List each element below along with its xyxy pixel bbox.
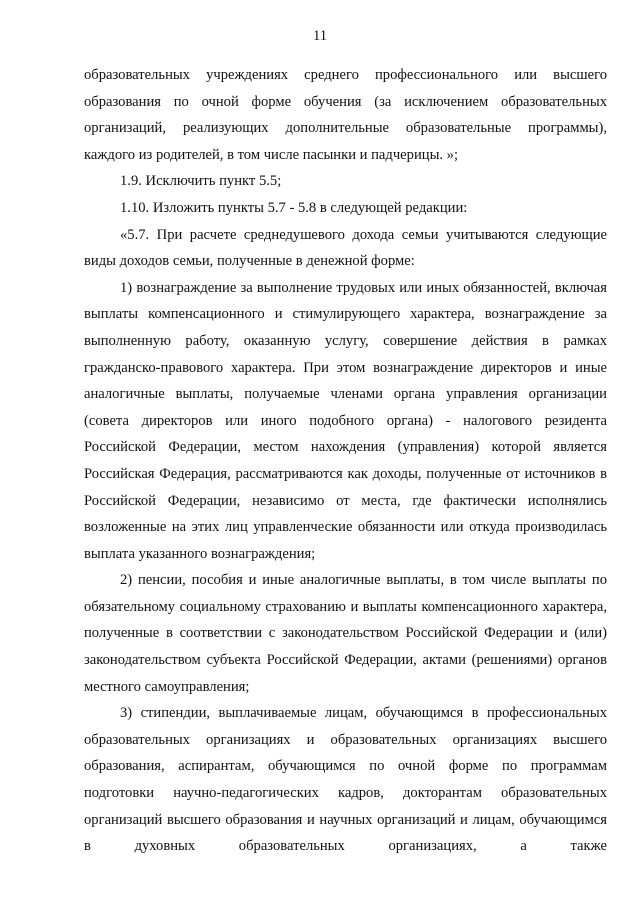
paragraph-income-1: 1) вознаграждение за выполнение трудовых или иных обязанностей, включая выплаты компенсационного и стимулирующего характера, вознаграждение за выполненную работу, оказанную услугу, совершение действия в рамках гражданско-правового характера. При этом вознаграждение директоров и иные аналогичные выплаты, получаемые членами органа управления организации (совета директоров или иного подобного органа) - налогового резидента Российской Федерации, местом нахождения (управления) которой является Российская Федерация, рассматриваются как доходы, полученные от источников в Российской Федерации, независимо от места, где фактически исполнялись возложенные на этих лиц управленческие обязанности или откуда производилась выплата указанного вознаграждения; [84,279,607,562]
paragraph-item-1-9: 1.9. Исключить пункт 5.5; [120,173,282,190]
document-body [84,62,607,860]
paragraph-income-3: 3) стипендии, выплачиваемые лицам, обучающимся в профессиональных образовательных организациях и образовательных организациях высшего образования, аспирантам, обучающимся по очной форме по программам подготовки научно-педагогических кадров, докторантам образовательных организаций высшего образования и научных организаций и лицам, обучающимся в духовных образовательных организациях, а также [84,705,607,855]
paragraph-item-1-10: 1.10. Изложить пункты 5.7 - 5.8 в следующей редакции: [120,199,468,216]
paragraph-income-2: 2) пенсии, пособия и иные аналогичные выплаты, в том числе выплаты по обязательному социальному страхованию и выплаты компенсационного характера, полученные в соответствии с законодательством Российской Федерации и (или) законодательством субъекта Российской Федерации, актами (решениями) органов местного самоуправления; [84,572,607,695]
page-number: 11 [312,28,328,44]
paragraph-continuation: образовательных учреждениях среднего профессионального или высшего образования по очной форме обучения (за исключением образовательных организаций, реализующих дополнительные образовательные программы), каждого из родителей, в том числе пасынки и падчерицы. »; [84,67,607,163]
paragraph-item-5-7: «5.7. При расчете среднедушевого дохода семьи учитываются следующие виды доходов семьи, полученные в денежной форме: [84,226,607,270]
